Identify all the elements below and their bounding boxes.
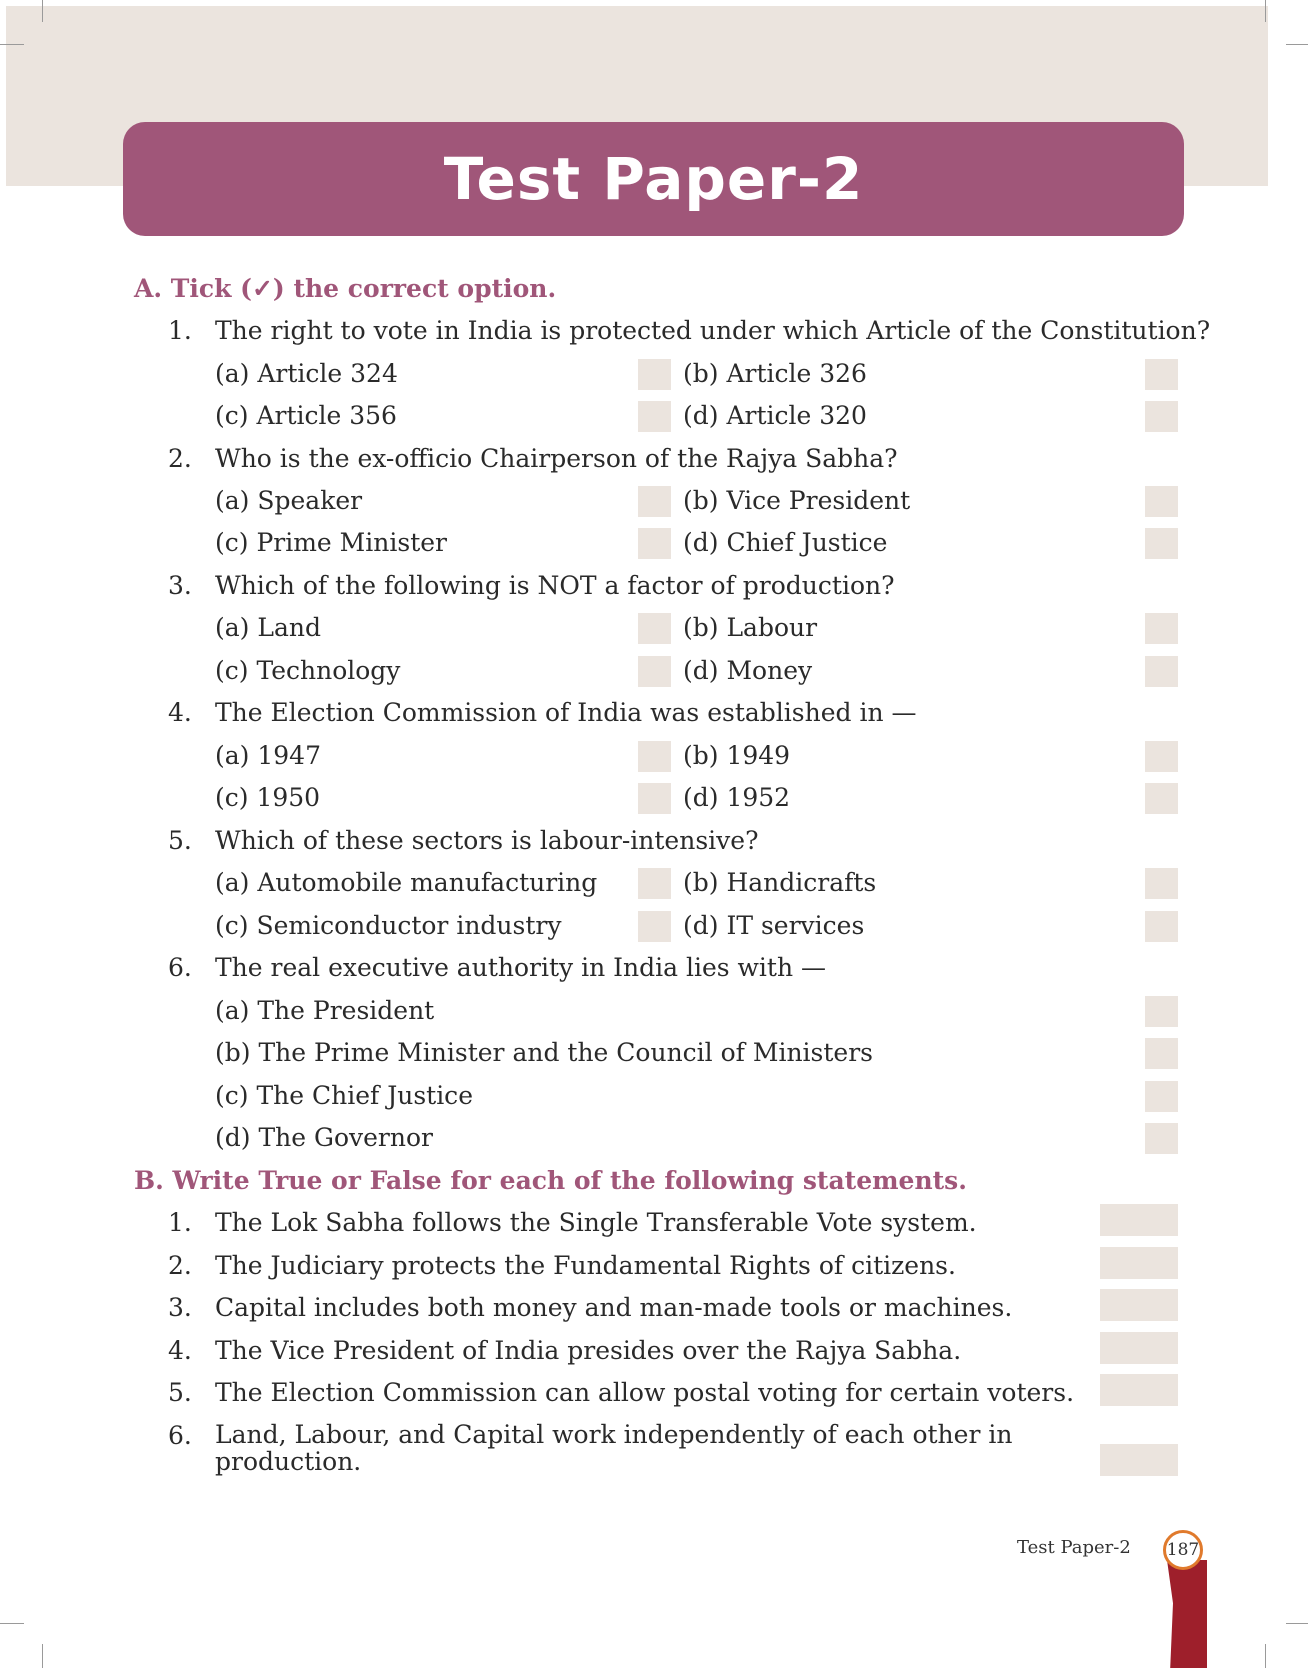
crop-mark [0, 44, 24, 45]
tick-box[interactable] [1145, 486, 1178, 517]
option-label: (d) Money [683, 656, 813, 685]
tick-box[interactable] [1145, 1123, 1178, 1154]
statement-number: 1. [168, 1208, 192, 1237]
crop-mark [1286, 44, 1308, 45]
option-label: (a) Land [215, 613, 321, 642]
crop-mark [42, 0, 43, 22]
option-label: (b) Article 326 [683, 359, 867, 388]
question-text: Which of these sectors is labour-intensive? [215, 826, 759, 855]
tick-box[interactable] [1145, 528, 1178, 559]
statement-text: The Lok Sabha follows the Single Transferable Vote system. [215, 1208, 977, 1237]
statement-text: Capital includes both money and man-made tools or machines. [215, 1293, 1013, 1322]
option-label: (a) Speaker [215, 486, 363, 515]
statement-number: 3. [168, 1293, 192, 1322]
crop-mark [1286, 1623, 1308, 1624]
question-text: Which of the following is NOT a factor of production? [215, 571, 895, 600]
option-label: (c) Article 356 [215, 401, 397, 430]
question-text: The Election Commission of India was established in — [215, 698, 917, 727]
option-label: (b) 1949 [683, 741, 791, 770]
statement-number: 5. [168, 1378, 192, 1407]
page-ribbon [1167, 1560, 1207, 1668]
question-text: Who is the ex-officio Chairperson of the Rajya Sabha? [215, 444, 898, 473]
tick-box[interactable] [1145, 656, 1178, 687]
answer-box[interactable] [1100, 1332, 1178, 1364]
option-label: (a) 1947 [215, 741, 321, 770]
crop-mark [1265, 1644, 1266, 1668]
tick-box[interactable] [638, 911, 671, 942]
question-number: 6. [168, 953, 192, 982]
question-number: 5. [168, 826, 192, 855]
question-text: The right to vote in India is protected under which Article of the Constitution? [215, 316, 1211, 345]
tick-box[interactable] [638, 741, 671, 772]
statement-text: The Election Commission can allow postal voting for certain voters. [215, 1378, 1075, 1407]
tick-box[interactable] [1145, 996, 1178, 1027]
option-label: (a) Article 324 [215, 359, 398, 388]
tick-box[interactable] [638, 613, 671, 644]
tick-box[interactable] [1145, 613, 1178, 644]
option-label: (d) The Governor [215, 1123, 433, 1152]
statement-number: 2. [168, 1251, 192, 1280]
page-title: Test Paper-2 [443, 145, 864, 213]
footer-label: Test Paper-2 [1017, 1537, 1131, 1558]
tick-box[interactable] [638, 783, 671, 814]
option-label: (a) Automobile manufacturing [215, 868, 598, 897]
answer-box[interactable] [1100, 1204, 1178, 1236]
crop-mark [1265, 0, 1266, 22]
tick-box[interactable] [1145, 741, 1178, 772]
question-text: The real executive authority in India lies with — [215, 953, 826, 982]
tick-box[interactable] [638, 486, 671, 517]
statement-text: Land, Labour, and Capital work independently of each other in production. [215, 1420, 1013, 1476]
statement-number: 4. [168, 1336, 192, 1365]
question-number: 2. [168, 444, 192, 473]
section-a-heading: A. Tick (✓) the correct option. [134, 274, 557, 303]
option-label: (a) The President [215, 996, 435, 1025]
question-number: 4. [168, 698, 192, 727]
answer-box[interactable] [1100, 1444, 1178, 1476]
tick-box[interactable] [1145, 868, 1178, 899]
statement-number: 6. [168, 1421, 192, 1450]
option-label: (d) IT services [683, 911, 865, 940]
crop-mark [42, 1644, 43, 1668]
page-number: 187 [1163, 1530, 1203, 1570]
tick-box[interactable] [1145, 359, 1178, 390]
option-label: (d) Chief Justice [683, 528, 888, 557]
section-b-heading: B. Write True or False for each of the following statements. [134, 1166, 967, 1195]
tick-box[interactable] [638, 868, 671, 899]
option-label: (d) 1952 [683, 783, 791, 812]
crop-mark [0, 1623, 24, 1624]
option-label: (c) The Chief Justice [215, 1081, 473, 1110]
tick-box[interactable] [1145, 911, 1178, 942]
answer-box[interactable] [1100, 1247, 1178, 1279]
tick-box[interactable] [1145, 401, 1178, 432]
tick-box[interactable] [1145, 1081, 1178, 1112]
option-label: (b) The Prime Minister and the Council of Ministers [215, 1038, 874, 1067]
question-number: 3. [168, 571, 192, 600]
tick-box[interactable] [638, 359, 671, 390]
answer-box[interactable] [1100, 1374, 1178, 1406]
answer-box[interactable] [1100, 1289, 1178, 1321]
tick-box[interactable] [638, 656, 671, 687]
statement-text: The Judiciary protects the Fundamental Rights of citizens. [215, 1251, 956, 1280]
tick-box[interactable] [638, 401, 671, 432]
statement-text: The Vice President of India presides over the Rajya Sabha. [215, 1336, 962, 1365]
title-banner [123, 122, 1184, 236]
tick-box[interactable] [1145, 1038, 1178, 1069]
option-label: (b) Handicrafts [683, 868, 877, 897]
question-number: 1. [168, 316, 192, 345]
tick-box[interactable] [1145, 783, 1178, 814]
option-label: (c) 1950 [215, 783, 321, 812]
option-label: (c) Semiconductor industry [215, 911, 562, 940]
option-label: (d) Article 320 [683, 401, 867, 430]
tick-box[interactable] [638, 528, 671, 559]
option-label: (b) Labour [683, 613, 818, 642]
option-label: (b) Vice President [683, 486, 911, 515]
option-label: (c) Prime Minister [215, 528, 447, 557]
option-label: (c) Technology [215, 656, 401, 685]
